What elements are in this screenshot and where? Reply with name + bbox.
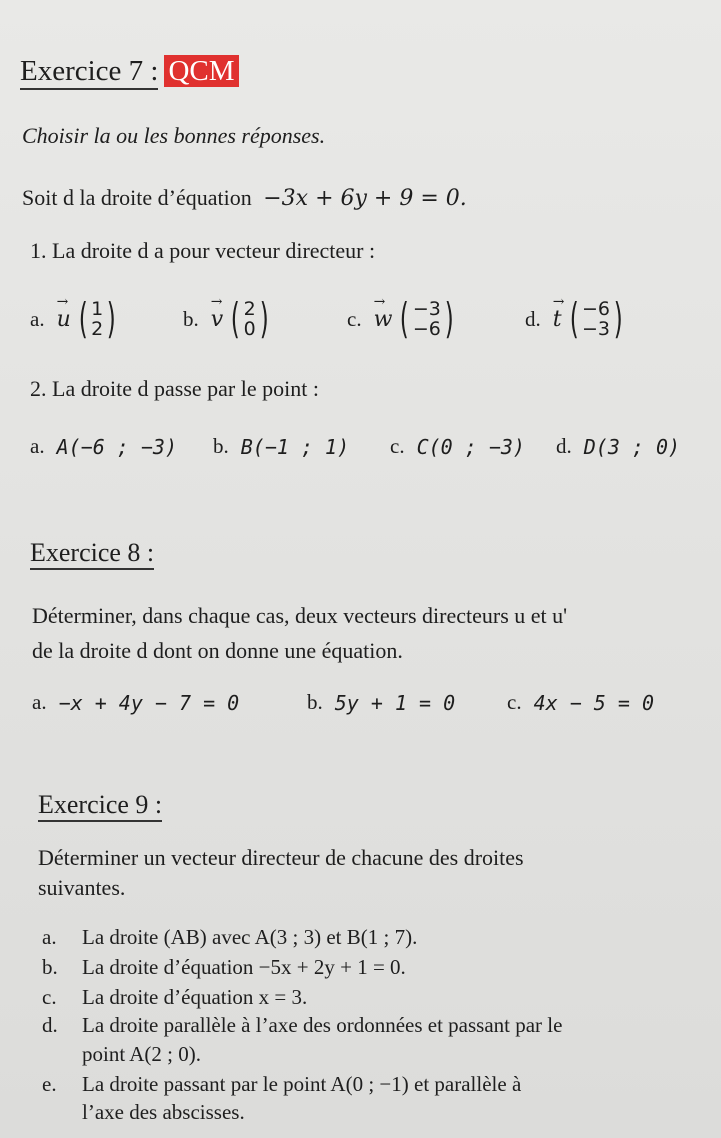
- ex9-item-e: [42, 1072, 521, 1097]
- vector-name: → u: [57, 307, 71, 332]
- intro-equation: −3x + 6y + 9 = 0.: [263, 186, 467, 211]
- ex8-option-a[interactable]: [32, 690, 239, 715]
- option-label: a.: [30, 306, 45, 331]
- point: B(−1 ; 1): [240, 434, 350, 459]
- vector-name: → t: [553, 307, 562, 332]
- column-vector: ( −3 −6 ): [400, 294, 454, 343]
- q1-text: 1. La droite d a pour vecteur directeur :: [30, 238, 376, 263]
- item-text: La droite d’équation −5x + 2y + 1 = 0.: [82, 955, 406, 979]
- column-vector: ( −6 −3 ): [569, 294, 623, 343]
- q1-option-c[interactable]: [347, 294, 457, 343]
- q2-option-a[interactable]: [30, 434, 177, 459]
- exercise-8-heading: [30, 538, 154, 568]
- option-label: b.: [213, 434, 229, 458]
- ex9-item-a: [42, 925, 417, 950]
- point: A(−6 ; −3): [56, 434, 177, 459]
- option-label: a.: [32, 690, 47, 714]
- item-label: e.: [42, 1072, 57, 1096]
- q2-option-d[interactable]: [556, 434, 680, 459]
- ex9-item-e-cont: l’axe des abscisses.: [82, 1100, 245, 1124]
- point: D(3 ; 0): [583, 434, 681, 459]
- item-label: b.: [42, 955, 58, 979]
- option-label: d.: [556, 434, 572, 458]
- q1-option-d[interactable]: [525, 294, 626, 343]
- option-label: c.: [347, 306, 362, 331]
- option-label: b.: [183, 306, 199, 331]
- vec-top: 1: [91, 298, 104, 320]
- vec-bottom: −3: [581, 318, 610, 340]
- vec-top: 2: [243, 298, 256, 320]
- equation: −x + 4y − 7 = 0: [58, 690, 240, 715]
- vec-bottom: 0: [243, 318, 256, 340]
- qcm-badge: QCM: [164, 55, 238, 87]
- q1-option-a[interactable]: [30, 294, 120, 343]
- ex8-line2: de la droite d dont on donne une équation.: [32, 638, 403, 663]
- exercise-8-title: Exercice 8 :: [30, 538, 154, 570]
- point: C(0 ; −3): [416, 434, 525, 459]
- item-text: La droite d’équation x = 3.: [82, 985, 308, 1009]
- equation: 5y + 1 = 0: [334, 690, 456, 715]
- exercise-7-heading: [20, 55, 239, 88]
- option-label: a.: [30, 434, 45, 458]
- ex8-option-c[interactable]: [507, 690, 654, 715]
- vector-name: → w: [374, 307, 393, 332]
- vec-bottom: −6: [412, 318, 441, 340]
- q2-option-c[interactable]: [390, 434, 525, 459]
- option-label: c.: [390, 434, 405, 458]
- item-text: La droite parallèle à l’axe des ordonnées et passant par le: [82, 1013, 563, 1037]
- q2-text: 2. La droite d passe par le point :: [30, 376, 319, 401]
- option-label: b.: [307, 690, 323, 714]
- q1-option-b[interactable]: [183, 294, 272, 343]
- ex8-line1: Déterminer, dans chaque cas, deux vecteurs directeurs u et u': [32, 603, 568, 628]
- intro-line: [22, 185, 467, 211]
- ex8-option-b[interactable]: [307, 690, 455, 715]
- vec-top: −6: [581, 298, 610, 320]
- item-text: La droite (AB) avec A(3 ; 3) et B(1 ; 7).: [82, 925, 418, 949]
- option-label: d.: [525, 306, 541, 331]
- equation: 4x − 5 = 0: [533, 690, 654, 715]
- column-vector: ( 1 2 ): [78, 294, 116, 343]
- exercise-9-heading: [38, 790, 162, 820]
- instruction: Choisir la ou les bonnes réponses.: [22, 123, 326, 148]
- option-label: c.: [507, 690, 522, 714]
- ex9-line1: Déterminer un vecteur directeur de chacune des droites: [38, 845, 524, 870]
- vector-name: → v: [211, 307, 223, 332]
- vec-bottom: 2: [91, 318, 104, 340]
- column-vector: ( 2 0 ): [230, 294, 269, 343]
- ex9-line2: suivantes.: [38, 875, 126, 900]
- item-label: a.: [42, 925, 57, 949]
- ex9-item-c: [42, 985, 307, 1010]
- item-text: La droite passant par le point A(0 ; −1) et parallèle à: [82, 1072, 522, 1096]
- vec-top: −3: [412, 298, 441, 320]
- item-label: c.: [42, 985, 57, 1009]
- item-label: d.: [42, 1013, 58, 1037]
- intro-prefix: Soit d la droite d’équation: [22, 185, 252, 210]
- ex9-item-d-cont: point A(2 ; 0).: [82, 1042, 201, 1066]
- ex9-item-d: [42, 1013, 562, 1038]
- exercise-9-title: Exercice 9 :: [38, 790, 162, 822]
- q2-option-b[interactable]: [213, 434, 349, 459]
- exercise-7-title: Exercice 7 :: [20, 55, 158, 90]
- ex9-item-b: [42, 955, 406, 980]
